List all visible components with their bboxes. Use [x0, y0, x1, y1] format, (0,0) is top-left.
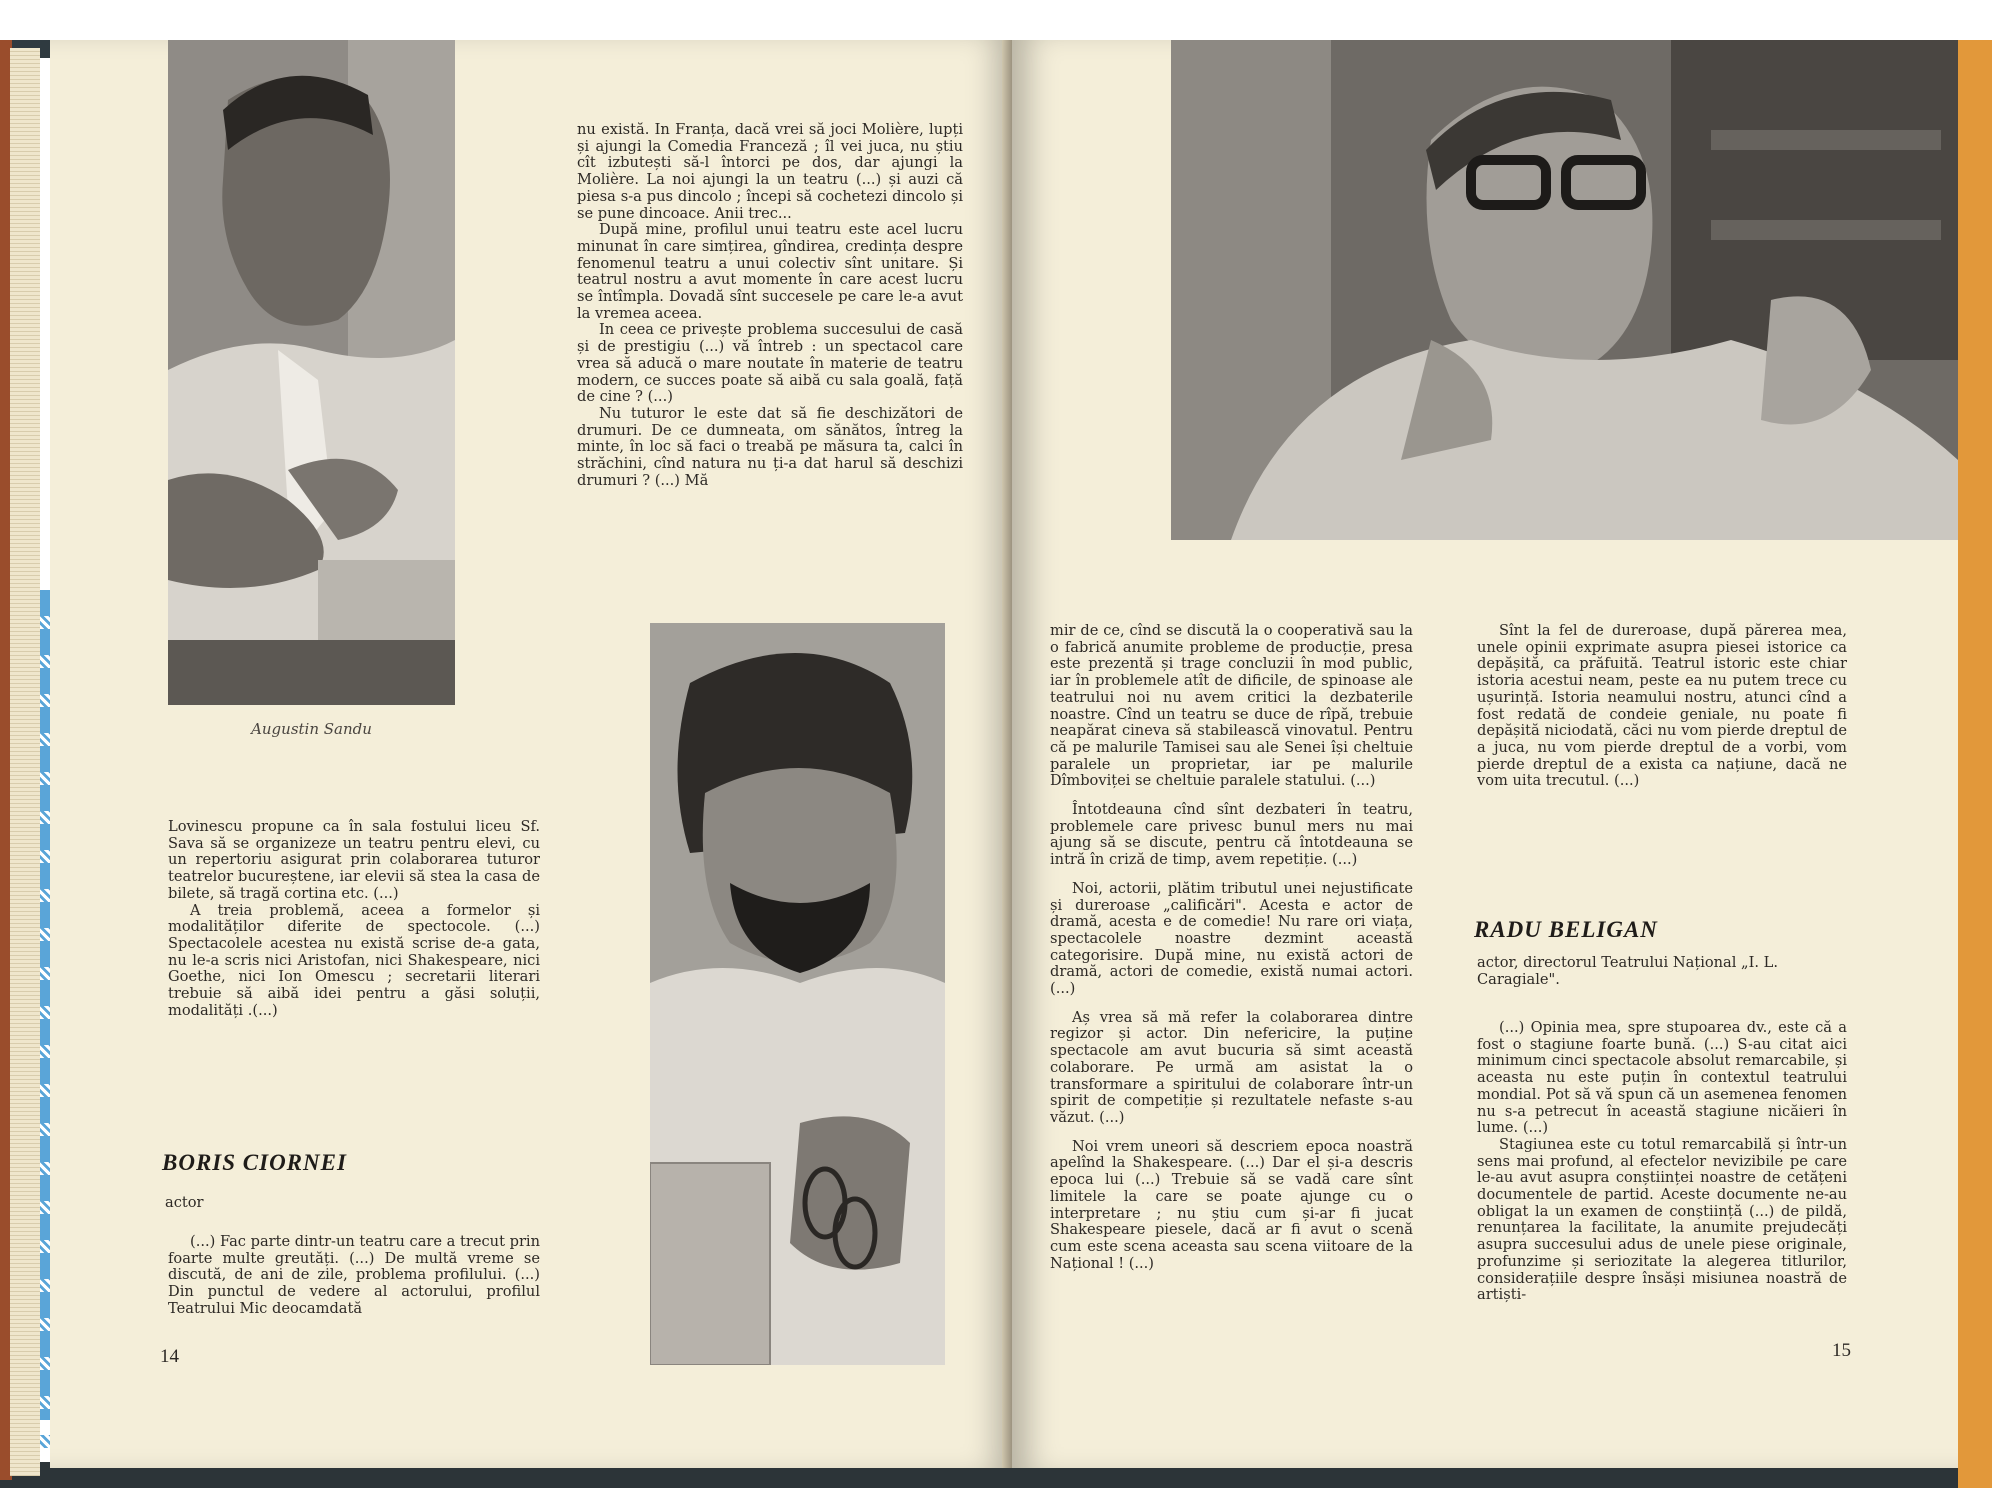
section-heading-radu-beligan: RADU BELIGAN	[1474, 917, 1658, 942]
paragraph: Aș vrea să mă refer la colaborarea dintre regizor și actor. Din nefericire, la puține spectacole am avut bucuria să simt această colaborare. Pe urmă am asistat la o transformare a spiritului de colaborare într-un spirit de competiție și rezultatele nefaste s-au văzut. (...)	[1050, 1008, 1413, 1126]
paragraph: nu există. In Franța, dacă vrei să joci Molière, lupți și ajungi la Comedia Franceză ; îl vei juca, nu știu cît izbutești să-l întorci pe dos, dar ajungi la Molière. La noi ajungi la un teatru (...) și auzi că piesa s-a pus dincolo ; începi să cochetezi dincolo și se pune dincoace. Anii trec...	[577, 121, 963, 222]
section-role: actor	[165, 1194, 204, 1211]
photo-caption: Augustin Sandu	[251, 720, 372, 738]
portrait-radu-beligan	[1171, 40, 1958, 540]
right-column-1-text	[1050, 623, 1413, 1272]
paragraph: Sînt la fel de dureroase, după părerea mea, unele opinii exprimate asupra piesei istorice ca depășită, ca prăfuită. Teatrul istoric este chiar istoria acestui neam, peste ea nu putem trece cu ușurință. Istoria neamului nostru, atunci cînd a fost redată de condeie geniale, nu poate fi depășită niciodată, căci nu vom pierde dreptul de a juca, nu vom pierde dreptul de a vorbi, vom pierde dreptul de a exista ca națiune, dacă ne vom uita trecutul. (...)	[1477, 622, 1847, 790]
paragraph: A treia problemă, aceea a formelor și modalităților diferite de spectocole. (...) Spectacolele acestea nu există scrise de-a gata, nu le-a scris nici Aristofan, nici Shakespeare, nici Goethe, nici Ion Omescu ; secretarii literari trebuie să aibă idei pentru a găsi soluții, modalități .(...)	[168, 901, 540, 1019]
boris-ciornei-text	[168, 1234, 540, 1318]
paragraph: Întotdeauna cînd sînt dezbateri în teatru, problemele care privesc bunul mers nu mai ajung să se discute, pentru că întotdeauna se intră în criză de timp, avem repetiție. (...)	[1050, 801, 1413, 869]
section-role: actor, directorul Teatrului Național „I. L. Caragiale".	[1477, 954, 1778, 988]
page-stack-edge	[10, 48, 40, 1476]
page-number: 15	[1832, 1340, 1851, 1361]
paragraph: Nu tuturor le este dat să fie deschizători de drumuri. De ce dumneata, om sănătos, întreg la minte, în loc să faci o treabă pe măsura ta, calci în străchini, cînd natura nu ți-a dat harul să deschizi drumuri ? (...) Mă	[577, 404, 963, 489]
paragraph: După mine, profilul unui teatru este acel lucru minunat în care simțirea, gîndirea, credința despre fenomenul teatru a unui colectiv sînt unitare. Și teatrul nostru a avut momente în care acest lucru se întîmpla. Dovadă sînt succesele pe care le-a avut la vremea aceea.	[577, 221, 963, 322]
paragraph: (...) Opinia mea, spre stupoarea dv., este că a fost o stagiune foarte bună. (...) S-au citat aici minimum cinci spectacole absolut remarcabile, și aceasta nu este puțin în contextul teatrului mondial. Pot să vă spun că un asemenea fenomen nu s-a petrecut în această stagiune nicăieri în lume. (...)	[1477, 1019, 1847, 1137]
radu-beligan-text	[1477, 1020, 1847, 1304]
page-number: 14	[160, 1346, 179, 1367]
left-column-1-text	[168, 819, 540, 1019]
paragraph: In ceea ce privește problema succesului de casă și de prestigiu (...) vă întreb : un spectacol care vrea să aducă o mare noutate în materie de teatru modern, ce succes poate să aibă cu sala goală, față de cine ? (...)	[577, 321, 963, 406]
paragraph: Stagiunea este cu totul remarcabilă și într-un sens mai profund, al efectelor nevizibile pe care le-au avut asupra conștiinței noastre de cetățeni documentele de partid. Aceste documente ne-au obligat la un examen de conștiință (...) de pildă, renunțarea la facilitate, la anumite prejudecăți asupra succesului adus de unele piese originale, profunzime și seriozitate la alegerea titlurilor, considerațiile despre însăși misiunea noastră de artiști-	[1477, 1135, 1847, 1304]
right-page	[1012, 40, 1958, 1468]
left-column-2-text	[577, 122, 963, 489]
paragraph: Noi vrem uneori să descriem epoca noastră apelînd la Shakespeare. (...) Dar el și-a descris epoca lui (...) Trebuie să se vadă care sînt limitele la care se poate ajunge cu o interpretare ; nu știu cum și-ar fi jucat Shakespeare piesele, dacă ar fi avut o scenă cum este scena aceasta sau scena viitoare de la Național ! (...)	[1050, 1137, 1413, 1272]
right-column-2-text	[1477, 623, 1847, 790]
book-cover-right-edge	[1958, 40, 1992, 1488]
paragraph: Lovinescu propune ca în sala fostului liceu Sf. Sava să se organizeze un teatru pentru elevi, cu un repertoriu asigurat prin colaborarea tuturor teatrelor bucureștene, iar elevii să stea la casa de bilete, să tragă cortina etc. (...)	[168, 818, 540, 902]
portrait-boris-ciornei	[650, 623, 945, 1365]
paragraph: Noi, actorii, plătim tributul unei nejustificate și dureroase „calificări". Acesta e actor de dramă, acesta e de comedie! Nu rare ori viața, spectacolele noastre dezmint această categorisire. După mine, nu există actori de dramă, actori de comedie, există numai actori. (...)	[1050, 879, 1413, 998]
paragraph: mir de ce, cînd se discută la o cooperativă sau la o fabrică anumite probleme de producție, presa este prezentă și trage concluzii în mod public, iar în problemele atît de dificile, de spinoase ale teatrului noi nu avem critici la dezbaterile noastre. Cînd un teatru se duce de rîpă, trebuie neapărat cineva să stabilească vinovatul. Pentru că pe malurile Tamisei sau ale Senei își cheltuie paralele un proprietar, iar pe malurile Dîmboviței se cheltuie paralele statului. (...)	[1050, 622, 1413, 790]
paragraph: (...) Fac parte dintr-un teatru care a trecut prin foarte multe greutăți. (...) De multă vreme se discută, de ani de zile, problema profilului. (...) Din punctul de vedere al actorului, profilul Teatrului Mic deocamdată	[168, 1233, 540, 1317]
section-heading-boris-ciornei: BORIS CIORNEI	[162, 1150, 347, 1175]
portrait-augustin-sandu	[168, 40, 455, 705]
left-page	[50, 40, 1012, 1468]
